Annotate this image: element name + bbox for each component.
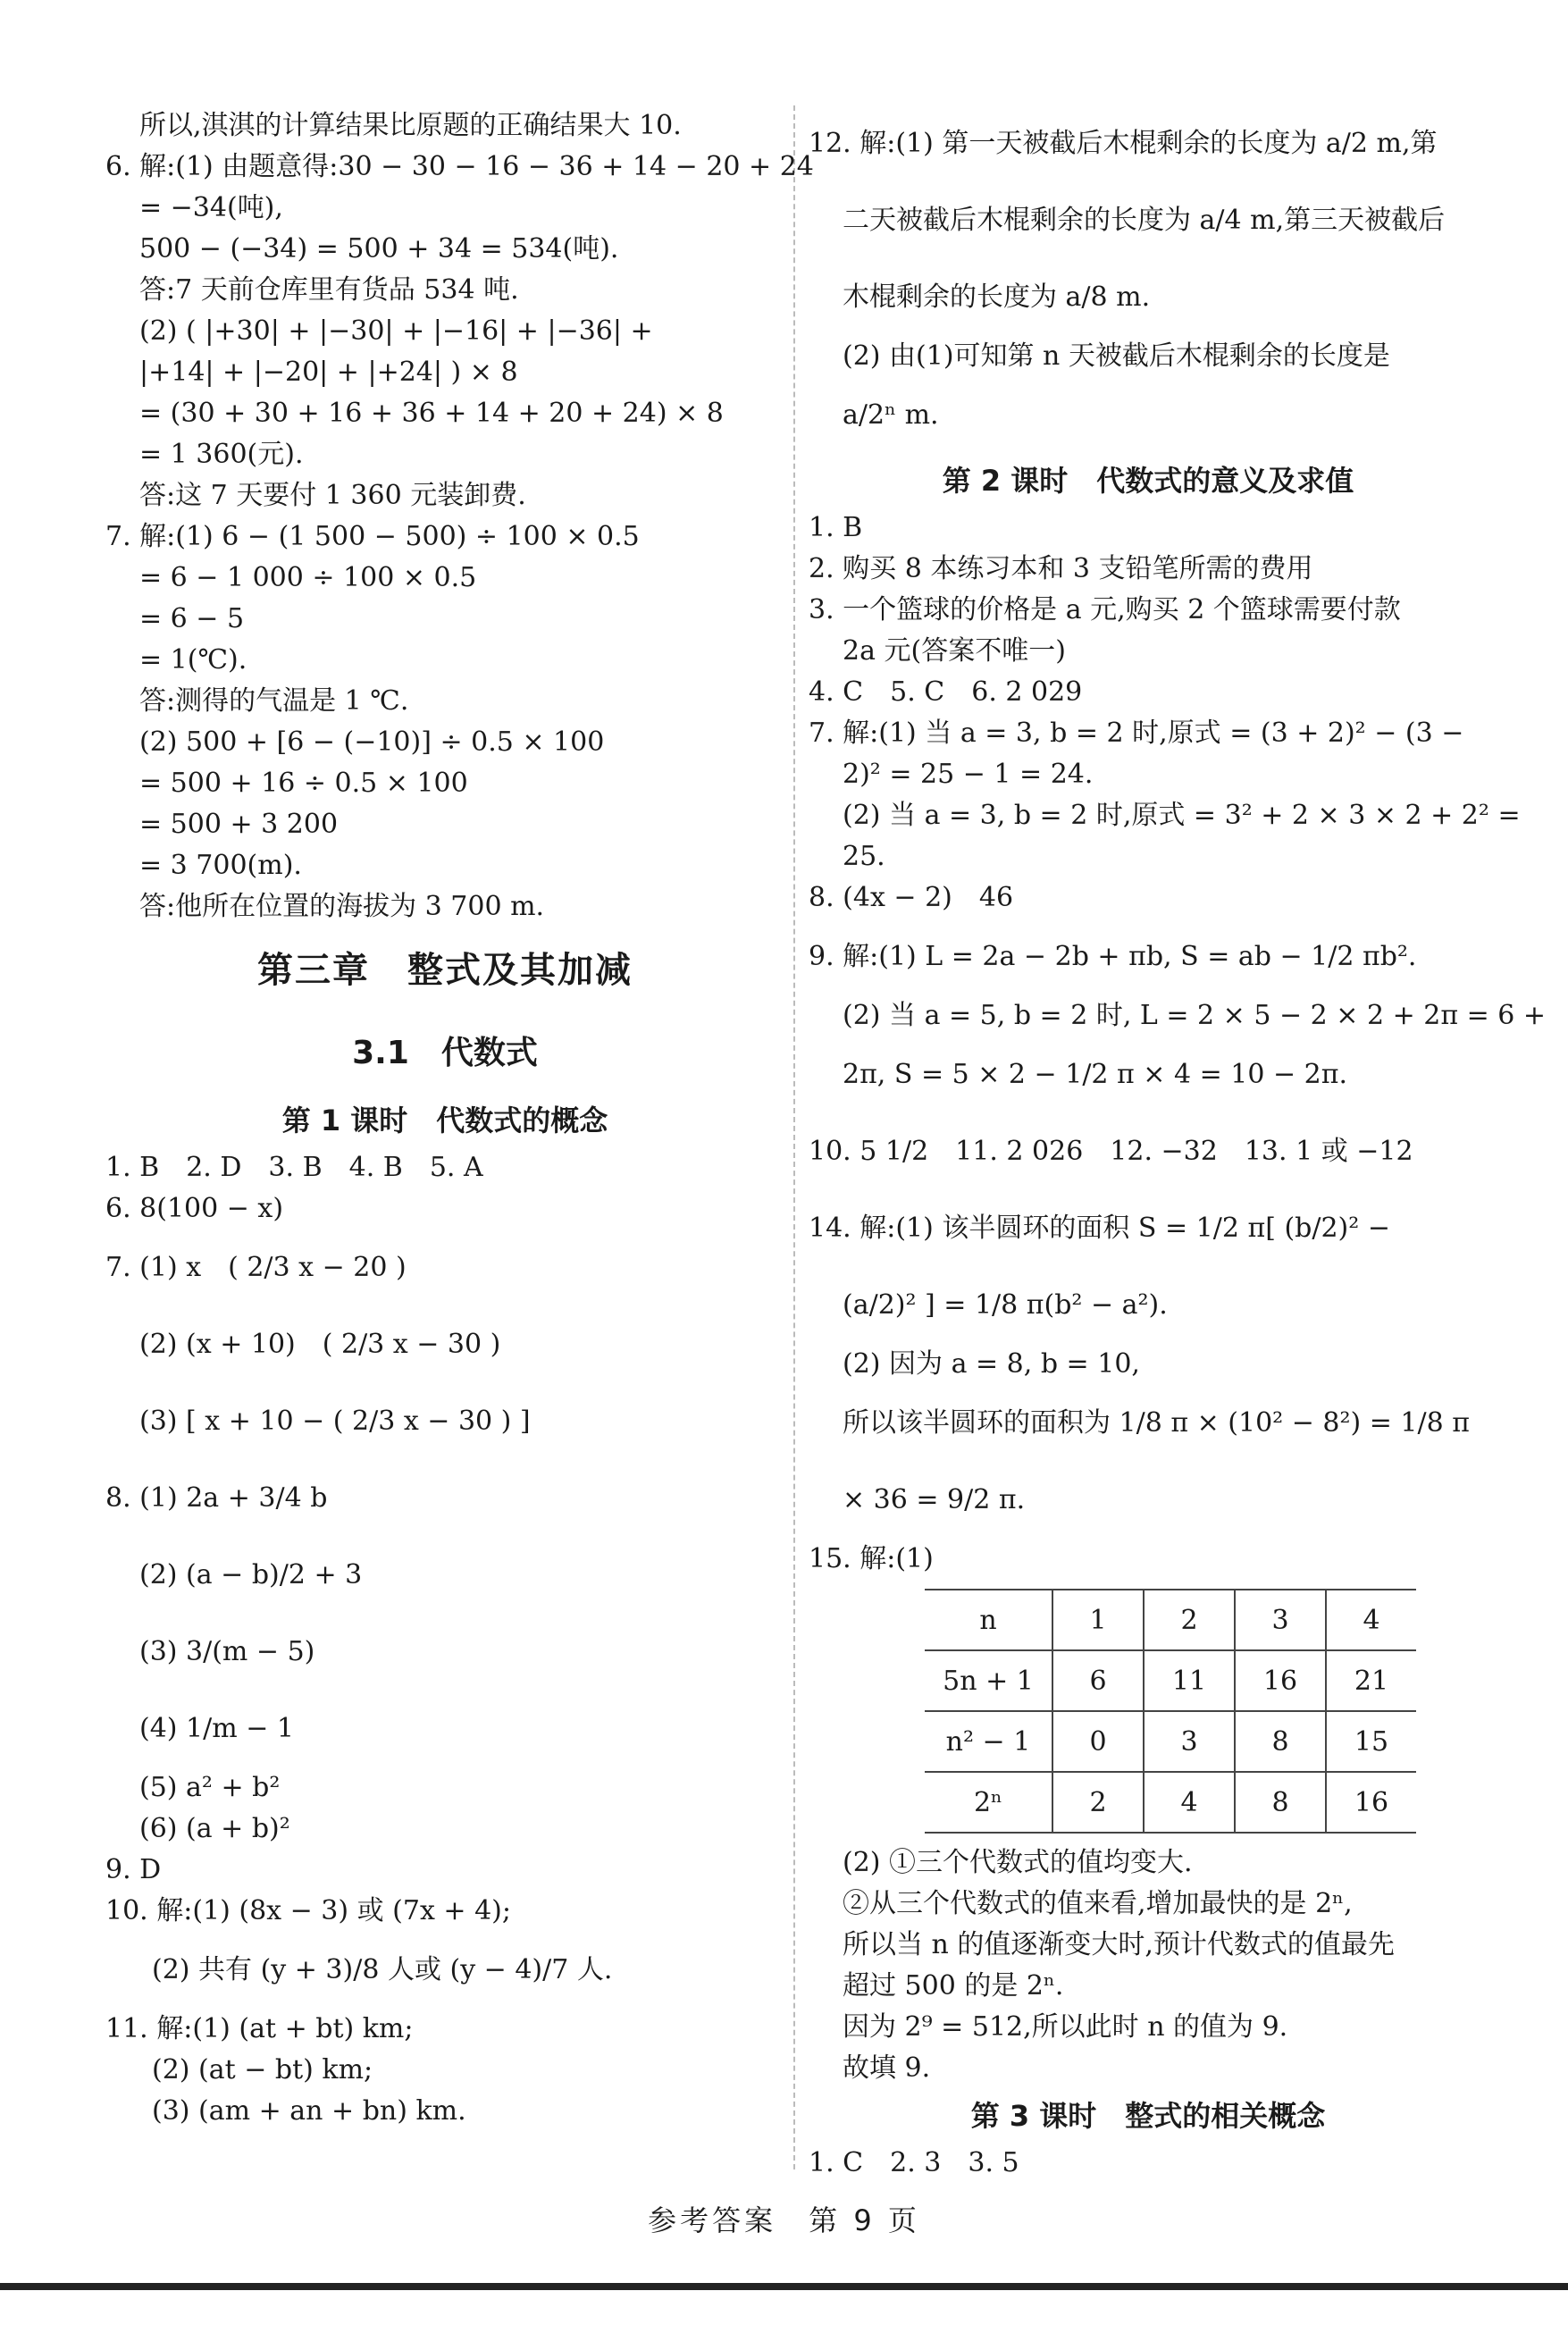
answer-line: 2. 购买 8 本练习本和 3 支铅笔所需的费用 bbox=[809, 553, 1313, 584]
answer-line: 4. C 5. C 6. 2 029 bbox=[809, 676, 1083, 708]
answer-line: 答:7 天前仓库里有货品 534 吨. bbox=[139, 274, 519, 306]
table-cell: 1 bbox=[1052, 1590, 1144, 1650]
answer-line: (2) (a − b)/2 + 3 bbox=[139, 1559, 363, 1590]
answer-line: 2)² = 25 − 1 = 24. bbox=[843, 759, 1094, 790]
answer-line: 2a 元(答案不唯一) bbox=[843, 635, 1066, 667]
answer-line: = 6 − 1 000 ÷ 100 × 0.5 bbox=[139, 562, 477, 593]
answer-line: 1. B 2. D 3. B 4. B 5. A bbox=[105, 1152, 483, 1183]
answer-line: (2) ①三个代数式的值均变大. bbox=[843, 1847, 1193, 1878]
answer-line: 12. 解:(1) 第一天被截后木棍剩余的长度为 a/2 m,第 bbox=[809, 128, 1438, 159]
answer-line: 答:这 7 天要付 1 360 元装卸费. bbox=[139, 480, 526, 511]
table-cell: 4 bbox=[1144, 1772, 1235, 1833]
table-row bbox=[925, 1650, 1416, 1711]
table-row bbox=[925, 1772, 1416, 1833]
answer-line: 7. 解:(1) 当 a = 3, b = 2 时,原式 = (3 + 2)² − (3 − bbox=[809, 718, 1464, 749]
answer-line: (4) 1/m − 1 bbox=[139, 1713, 294, 1744]
answer-line: (3) (am + an + bn) km. bbox=[152, 2095, 466, 2127]
answer-line: (6) (a + b)² bbox=[139, 1813, 290, 1844]
answer-line: |+14| + |−20| + |+24| ) × 8 bbox=[139, 357, 518, 388]
page-footer: 参考答案 第 9 页 bbox=[648, 2203, 920, 2237]
answer-line: 8. (4x − 2) 46 bbox=[809, 882, 1014, 913]
table-cell: 16 bbox=[1235, 1650, 1326, 1711]
answer-line: (2) ( |+30| + |−30| + |−16| + |−36| + bbox=[139, 315, 653, 347]
table-cell: 8 bbox=[1235, 1772, 1326, 1833]
table-cell: 3 bbox=[1235, 1590, 1326, 1650]
answer-line: 木棍剩余的长度为 a/8 m. bbox=[843, 281, 1151, 313]
answer-line: a/2ⁿ m. bbox=[843, 399, 939, 431]
lesson-title: 第 2 课时 代数式的意义及求值 bbox=[942, 464, 1354, 498]
answer-line: 答:测得的气温是 1 ℃. bbox=[139, 685, 409, 717]
answer-line: 15. 解:(1) bbox=[809, 1543, 934, 1574]
right-column bbox=[809, 105, 1547, 2184]
answer-line: 500 − (−34) = 500 + 34 = 534(吨). bbox=[139, 233, 619, 264]
table-cell: 4 bbox=[1326, 1590, 1416, 1650]
answer-line: 25. bbox=[843, 841, 885, 872]
table-cell: 0 bbox=[1052, 1711, 1144, 1772]
table-cell: 2ⁿ bbox=[925, 1772, 1052, 1833]
table-cell: 16 bbox=[1326, 1772, 1416, 1833]
answer-line: 1. B bbox=[809, 512, 863, 543]
answer-line: = 3 700(m). bbox=[139, 850, 302, 881]
table-cell: n² − 1 bbox=[925, 1711, 1052, 1772]
answer-line: 10. 5 1/2 11. 2 026 12. −32 13. 1 或 −12 bbox=[809, 1136, 1413, 1167]
answer-line: × 36 = 9/2 π. bbox=[843, 1484, 1026, 1515]
answer-line: (2) 当 a = 3, b = 2 时,原式 = 3² + 2 × 3 × 2 + 2² = bbox=[843, 800, 1521, 831]
answer-line: 二天被截后木棍剩余的长度为 a/4 m,第三天被截后 bbox=[843, 205, 1446, 236]
table-row bbox=[925, 1590, 1416, 1650]
answer-line: (2) 500 + [6 − (−10)] ÷ 0.5 × 100 bbox=[139, 726, 605, 758]
answer-line: = (30 + 30 + 16 + 36 + 14 + 20 + 24) × 8 bbox=[139, 398, 724, 429]
column-divider bbox=[793, 105, 795, 2169]
answer-line: 7. (1) x ( 2/3 x − 20 ) bbox=[105, 1252, 407, 1283]
answer-line: 因为 2⁹ = 512,所以此时 n 的值为 9. bbox=[843, 2011, 1288, 2043]
answer-line: (3) 3/(m − 5) bbox=[139, 1636, 315, 1667]
table-cell: 2 bbox=[1144, 1590, 1235, 1650]
table-cell: 21 bbox=[1326, 1650, 1416, 1711]
answer-line: ②从三个代数式的值来看,增加最快的是 2ⁿ, bbox=[843, 1888, 1353, 1919]
lesson-title: 第 1 课时 代数式的概念 bbox=[281, 1104, 608, 1137]
answer-line: 2π, S = 5 × 2 − 1/2 π × 4 = 10 − 2π. bbox=[843, 1059, 1347, 1090]
answer-line: = 500 + 3 200 bbox=[139, 809, 339, 840]
answer-line: 6. 8(100 − x) bbox=[105, 1193, 284, 1224]
table-cell: 15 bbox=[1326, 1711, 1416, 1772]
table-cell: 5n + 1 bbox=[925, 1650, 1052, 1711]
table-cell: 11 bbox=[1144, 1650, 1235, 1711]
answer-line: (a/2)² ] = 1/8 π(b² − a²). bbox=[843, 1289, 1168, 1321]
answer-line: 10. 解:(1) (8x − 3) 或 (7x + 4); bbox=[105, 1895, 511, 1926]
lesson-title: 第 3 课时 整式的相关概念 bbox=[970, 2099, 1326, 2133]
answer-line: (2) 当 a = 5, b = 2 时, L = 2 × 5 − 2 × 2 + 2π = 6 + bbox=[843, 1000, 1547, 1031]
answer-line: (2) (x + 10) ( 2/3 x − 30 ) bbox=[139, 1329, 501, 1360]
answer-line: 答:他所在位置的海拔为 3 700 m. bbox=[139, 891, 545, 922]
answer-line: (3) [ x + 10 − ( 2/3 x − 30 ) ] bbox=[139, 1406, 531, 1437]
answer-line: 故填 9. bbox=[843, 2052, 931, 2084]
answer-line: 超过 500 的是 2ⁿ. bbox=[843, 1970, 1064, 2002]
answer-line: 1. C 2. 3 3. 5 bbox=[809, 2147, 1019, 2178]
answer-line: 9. D bbox=[105, 1854, 162, 1885]
answer-line: (5) a² + b² bbox=[139, 1772, 281, 1803]
answer-line: 3. 一个篮球的价格是 a 元,购买 2 个篮球需要付款 bbox=[809, 594, 1401, 625]
answer-line: = 1 360(元). bbox=[139, 439, 304, 470]
answer-line: (2) 共有 (y + 3)/8 人或 (y − 4)/7 人. bbox=[152, 1954, 613, 1985]
answer-line: (2) 因为 a = 8, b = 10, bbox=[843, 1348, 1140, 1380]
answer-line: 所以,淇淇的计算结果比原题的正确结果大 10. bbox=[139, 110, 682, 141]
answer-line: 6. 解:(1) 由题意得:30 − 30 − 16 − 36 + 14 − 20 + 24 bbox=[105, 151, 814, 182]
answer-line: = 500 + 16 ÷ 0.5 × 100 bbox=[139, 768, 468, 799]
answer-line: 8. (1) 2a + 3/4 b bbox=[105, 1482, 328, 1514]
answer-line: (2) (at − bt) km; bbox=[152, 2054, 373, 2085]
answer-line: 所以当 n 的值逐渐变大时,预计代数式的值最先 bbox=[843, 1929, 1395, 1960]
values-table bbox=[925, 1589, 1416, 1834]
bottom-rule bbox=[0, 2283, 1568, 2290]
section-title: 3.1 代数式 bbox=[352, 1035, 538, 1071]
table-cell: 6 bbox=[1052, 1650, 1144, 1711]
chapter-title: 第三章 整式及其加减 bbox=[257, 950, 633, 991]
answer-line: = 1(℃). bbox=[139, 644, 247, 676]
answer-line: (2) 由(1)可知第 n 天被截后木棍剩余的长度是 bbox=[843, 340, 1390, 372]
answer-line: 7. 解:(1) 6 − (1 500 − 500) ÷ 100 × 0.5 bbox=[105, 521, 640, 552]
left-column bbox=[105, 105, 814, 2132]
answer-line: 14. 解:(1) 该半圆环的面积 S = 1/2 π[ (b/2)² − bbox=[809, 1213, 1390, 1244]
answer-line: 所以该半圆环的面积为 1/8 π × (10² − 8²) = 1/8 π bbox=[843, 1407, 1470, 1439]
answer-line: = −34(吨), bbox=[139, 192, 283, 223]
table-cell: 3 bbox=[1144, 1711, 1235, 1772]
answer-line: 11. 解:(1) (at + bt) km; bbox=[105, 2013, 414, 2044]
table-row bbox=[925, 1711, 1416, 1772]
table-cell: n bbox=[925, 1590, 1052, 1650]
table-cell: 2 bbox=[1052, 1772, 1144, 1833]
table-cell: 8 bbox=[1235, 1711, 1326, 1772]
answer-line: = 6 − 5 bbox=[139, 603, 245, 634]
answer-line: 9. 解:(1) L = 2a − 2b + πb, S = ab − 1/2 πb². bbox=[809, 941, 1417, 972]
